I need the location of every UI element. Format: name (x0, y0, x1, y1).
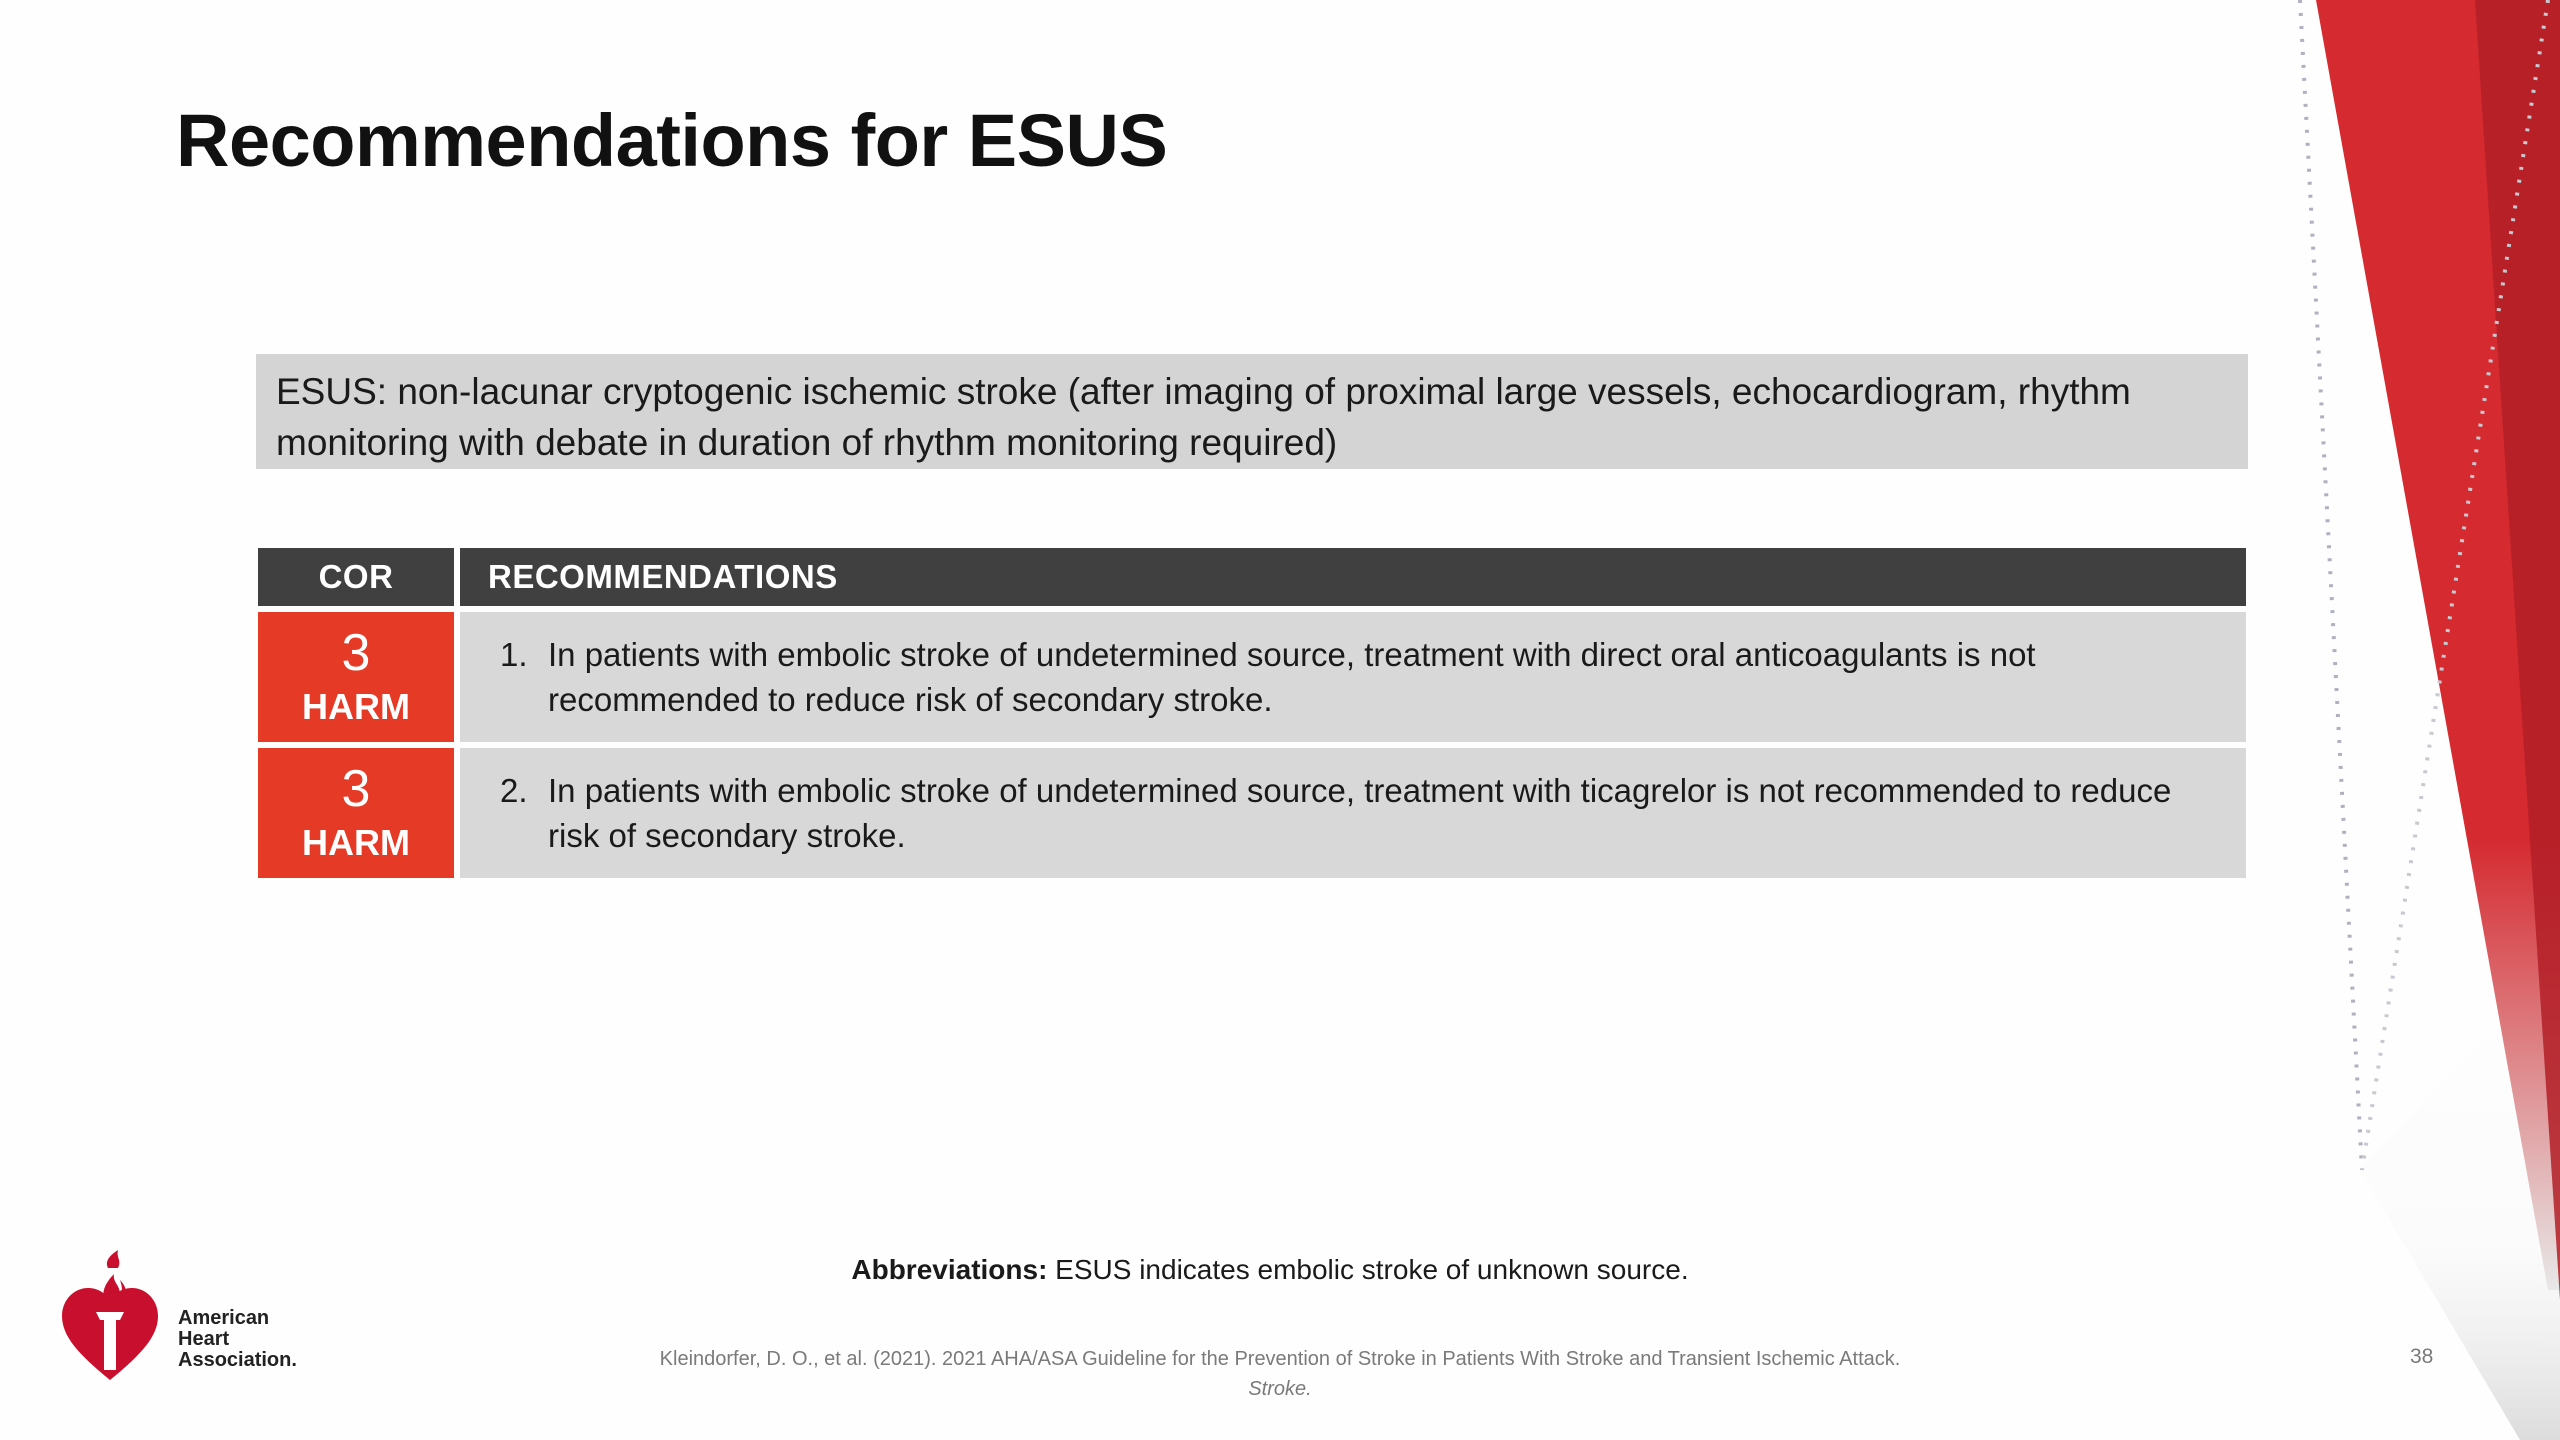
cor-badge (258, 612, 454, 742)
abbreviations-note (0, 1254, 2540, 1286)
recommendation-text: In patients with embolic stroke of undetermined source, treatment with direct oral anticoagulants is not recommended to reduce risk of secondary stroke. (548, 636, 2036, 718)
cor-badge (258, 748, 454, 878)
citation-journal: Stroke. (1248, 1378, 1312, 1400)
cor-class-number: 3 (341, 760, 371, 818)
table-row (258, 612, 2246, 742)
recommendation-number: 1. (500, 636, 528, 673)
table-header-row (258, 548, 2246, 606)
cor-class-label: HARM (302, 822, 410, 863)
cor-class-number: 3 (341, 624, 371, 682)
logo-line-3: Association. (178, 1349, 297, 1371)
esus-definition-box: ESUS: non-lacunar cryptogenic ischemic stroke (after imaging of proximal large vessels, echocardiogram, rhythm monitoring with debate in duration of rhythm monitoring required) (256, 354, 2248, 469)
citation (560, 1344, 2000, 1404)
logo-wordmark (178, 1308, 297, 1371)
cor-class-label: HARM (302, 686, 410, 727)
logo-line-2: Heart (178, 1328, 230, 1350)
logo-line-1: American (178, 1307, 270, 1329)
cor-header: COR (258, 548, 454, 606)
recommendations-table (258, 548, 2246, 884)
recommendations-header: RECOMMENDATIONS (460, 548, 2246, 606)
recommendation-cell (460, 748, 2246, 878)
citation-text: Kleindorfer, D. O., et al. (2021). 2021 AHA/ASA Guideline for the Prevention of Stroke in Patients With Stroke and Transient Ischemic Attack. (659, 1348, 1901, 1370)
abbreviations-text: ESUS indicates embolic stroke of unknown source. (1047, 1254, 1689, 1285)
recommendation-cell (460, 612, 2246, 742)
page-number: 38 (2410, 1345, 2434, 1368)
recommendation-text: In patients with embolic stroke of undetermined source, treatment with ticagrelor is not recommended to reduce risk of secondary stroke. (548, 772, 2172, 854)
abbreviations-label: Abbreviations: (851, 1254, 1048, 1285)
recommendation-number: 2. (500, 772, 528, 809)
page-title: Recommendations for ESUS (176, 99, 1168, 182)
table-row (258, 748, 2246, 878)
